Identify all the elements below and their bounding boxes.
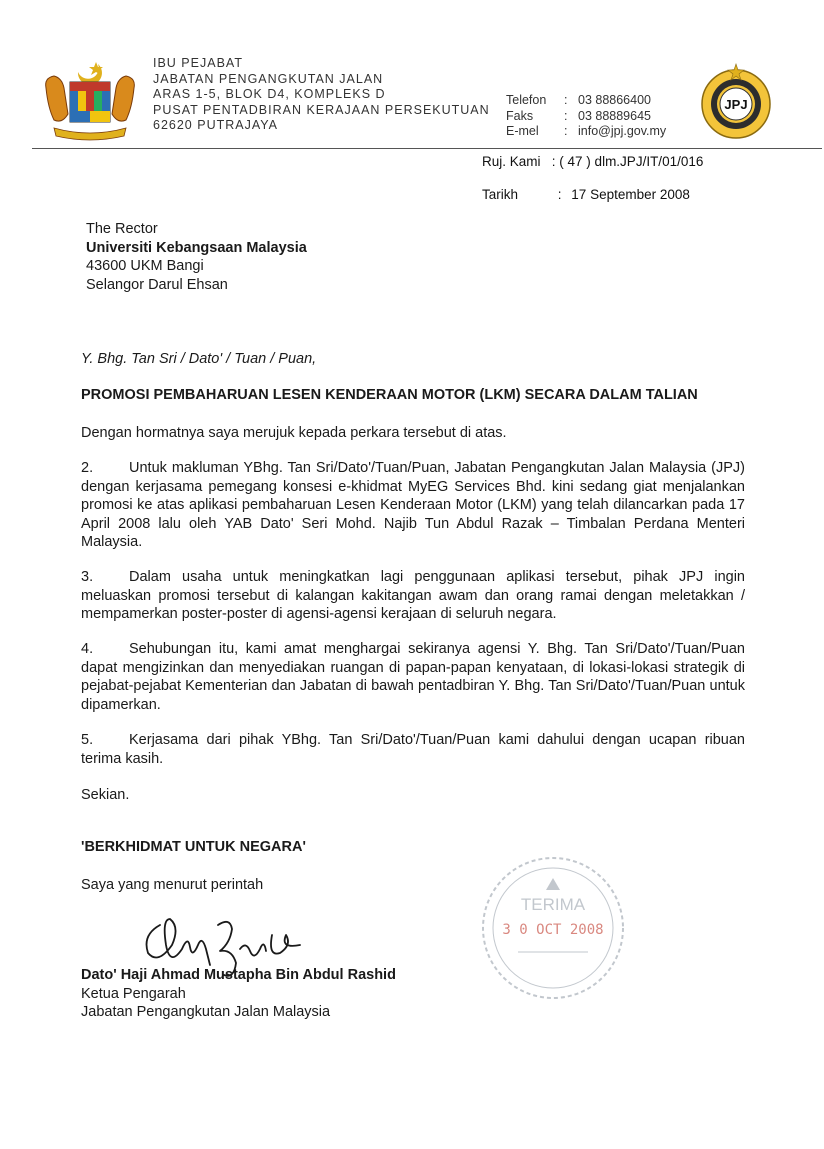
recipient-line: 43600 UKM Bangi <box>86 258 204 274</box>
agency-line: PUSAT PENTADBIRAN KERAJAAN PERSEKUTUAN <box>153 102 490 117</box>
salutation: Y. Bhg. Tan Sri / Dato' / Tuan / Puan, <box>81 351 317 367</box>
jpj-seal-icon <box>696 62 776 142</box>
agency-line: 62620 PUTRAJAYA <box>153 118 279 132</box>
closing: Sekian. <box>81 787 130 803</box>
contact-row-fax <box>506 109 666 125</box>
signatory-block <box>81 966 396 1022</box>
contact-value: 03 88866400 <box>578 93 651 107</box>
contact-separator: : <box>564 124 568 138</box>
signatory-title: Ketua Pengarah <box>81 985 186 1002</box>
recipient-address <box>86 220 307 294</box>
paragraph-2 <box>81 459 745 552</box>
paragraph-text: Sehubungan itu, kami amat menghargai sekiranya agensi Y. Bhg. Tan Sri/Dato'/Tuan/Puan dapat mengizinkan dan menyediakan ruangan di papan-papan kenyataan, di lokasi-lokasi strategik di pejabat-pejabat Kementerian dan Jabatan di bawah pentadbiran Y. Bhg. Tan Sri/Dato'/Tuan/Puan untuk dipamerkan. <box>81 641 745 713</box>
contact-row-phone <box>506 93 666 109</box>
signatory-name: Dato' Haji Ahmad Mustapha Bin Abdul Rashid <box>81 967 396 983</box>
seal-text: JPJ <box>724 97 748 112</box>
stamp-word: TERIMA <box>520 895 586 914</box>
paragraph-number: 5. <box>81 732 94 748</box>
subject: PROMOSI PEMBAHARUAN LESEN KENDERAAN MOTOR (LKM) SECARA DALAM TALIAN <box>81 387 698 403</box>
contact-info <box>506 93 666 140</box>
paragraph-number: 2. <box>81 460 94 476</box>
opening-line: Dengan hormatnya saya merujuk kepada perkara tersebut di atas. <box>81 425 507 441</box>
paragraph-text: Kerjasama dari pihak YBhg. Tan Sri/Dato'/Tuan/Puan kami dahului dengan ucapan ribuan terima kasih. <box>81 732 745 767</box>
contact-label: Faks <box>506 108 534 123</box>
ref-value: ( 47 ) dlm.JPJ/IT/01/016 <box>559 154 704 169</box>
paragraph-3 <box>81 568 745 624</box>
agency-line: ARAS 1-5, BLOK D4, KOMPLEKS D <box>153 87 386 101</box>
paragraph-4 <box>81 640 745 714</box>
recipient-line: Universiti Kebangsaan Malaysia <box>86 239 307 256</box>
reference-line <box>482 154 703 169</box>
date-separator: : <box>557 187 562 202</box>
recipient-line: The Rector <box>86 221 158 237</box>
paragraph-text: Untuk makluman YBhg. Tan Sri/Dato'/Tuan/Puan, Jabatan Pengangkutan Jalan Malaysia (JPJ) dengan kerjasama pemegang konsesi e-khidmat MyEG Services Bhd. kini sedang giat menjalankan promosi ke atas aplikasi pembaharuan Lesen Kenderaan Motor (LKM) yang telah dilancarkan pada 17 April 2008 lalu oleh YAB Dato' Seri Mohd. Najib Tun Abdul Razak – Timbalan Perdana Menteri Malaysia. <box>81 460 745 550</box>
ref-label: Ruj. Kami <box>482 154 541 169</box>
paragraph-number: 4. <box>81 641 94 657</box>
contact-separator: : <box>564 108 568 123</box>
recipient-line: Selangor Darul Ehsan <box>86 276 228 293</box>
motto: 'BERKHIDMAT UNTUK NEGARA' <box>81 839 306 855</box>
letterhead-divider <box>32 148 822 149</box>
paragraph-5 <box>81 731 745 768</box>
stamp-date: 3 0 OCT 2008 <box>502 922 604 938</box>
contact-row-email <box>506 124 666 140</box>
contact-label: E-mel <box>506 124 539 138</box>
agency-line: JABATAN PENGANGKUTAN JALAN <box>153 71 384 86</box>
date-line <box>482 187 690 202</box>
contact-label: Telefon <box>506 93 547 107</box>
ref-separator: : <box>551 154 556 169</box>
signatory-dept: Jabatan Pengangkutan Jalan Malaysia <box>81 1004 331 1020</box>
order-line: Saya yang menurut perintah <box>81 877 264 893</box>
received-stamp-icon <box>478 848 628 1008</box>
contact-value: 03 88889645 <box>578 108 651 123</box>
agency-address <box>153 56 490 134</box>
paragraph-text: Dalam usaha untuk meningkatkan lagi penggunaan aplikasi tersebut, pihak JPJ ingin meluaskan promosi tersebut di kalangan kakitangan awam dan orang ramai dengan meletakkan / mempamerkan poster-poster di agensi-agensi kerajaan di seluruh negara. <box>81 569 745 622</box>
agency-line: IBU PEJABAT <box>153 56 243 70</box>
paragraph-number: 3. <box>81 569 94 585</box>
malaysia-coat-of-arms-icon <box>40 58 140 142</box>
contact-separator: : <box>564 93 568 107</box>
date-value: 17 September 2008 <box>571 187 690 202</box>
date-label: Tarikh <box>482 187 519 202</box>
contact-value: info@jpj.gov.my <box>578 124 667 138</box>
